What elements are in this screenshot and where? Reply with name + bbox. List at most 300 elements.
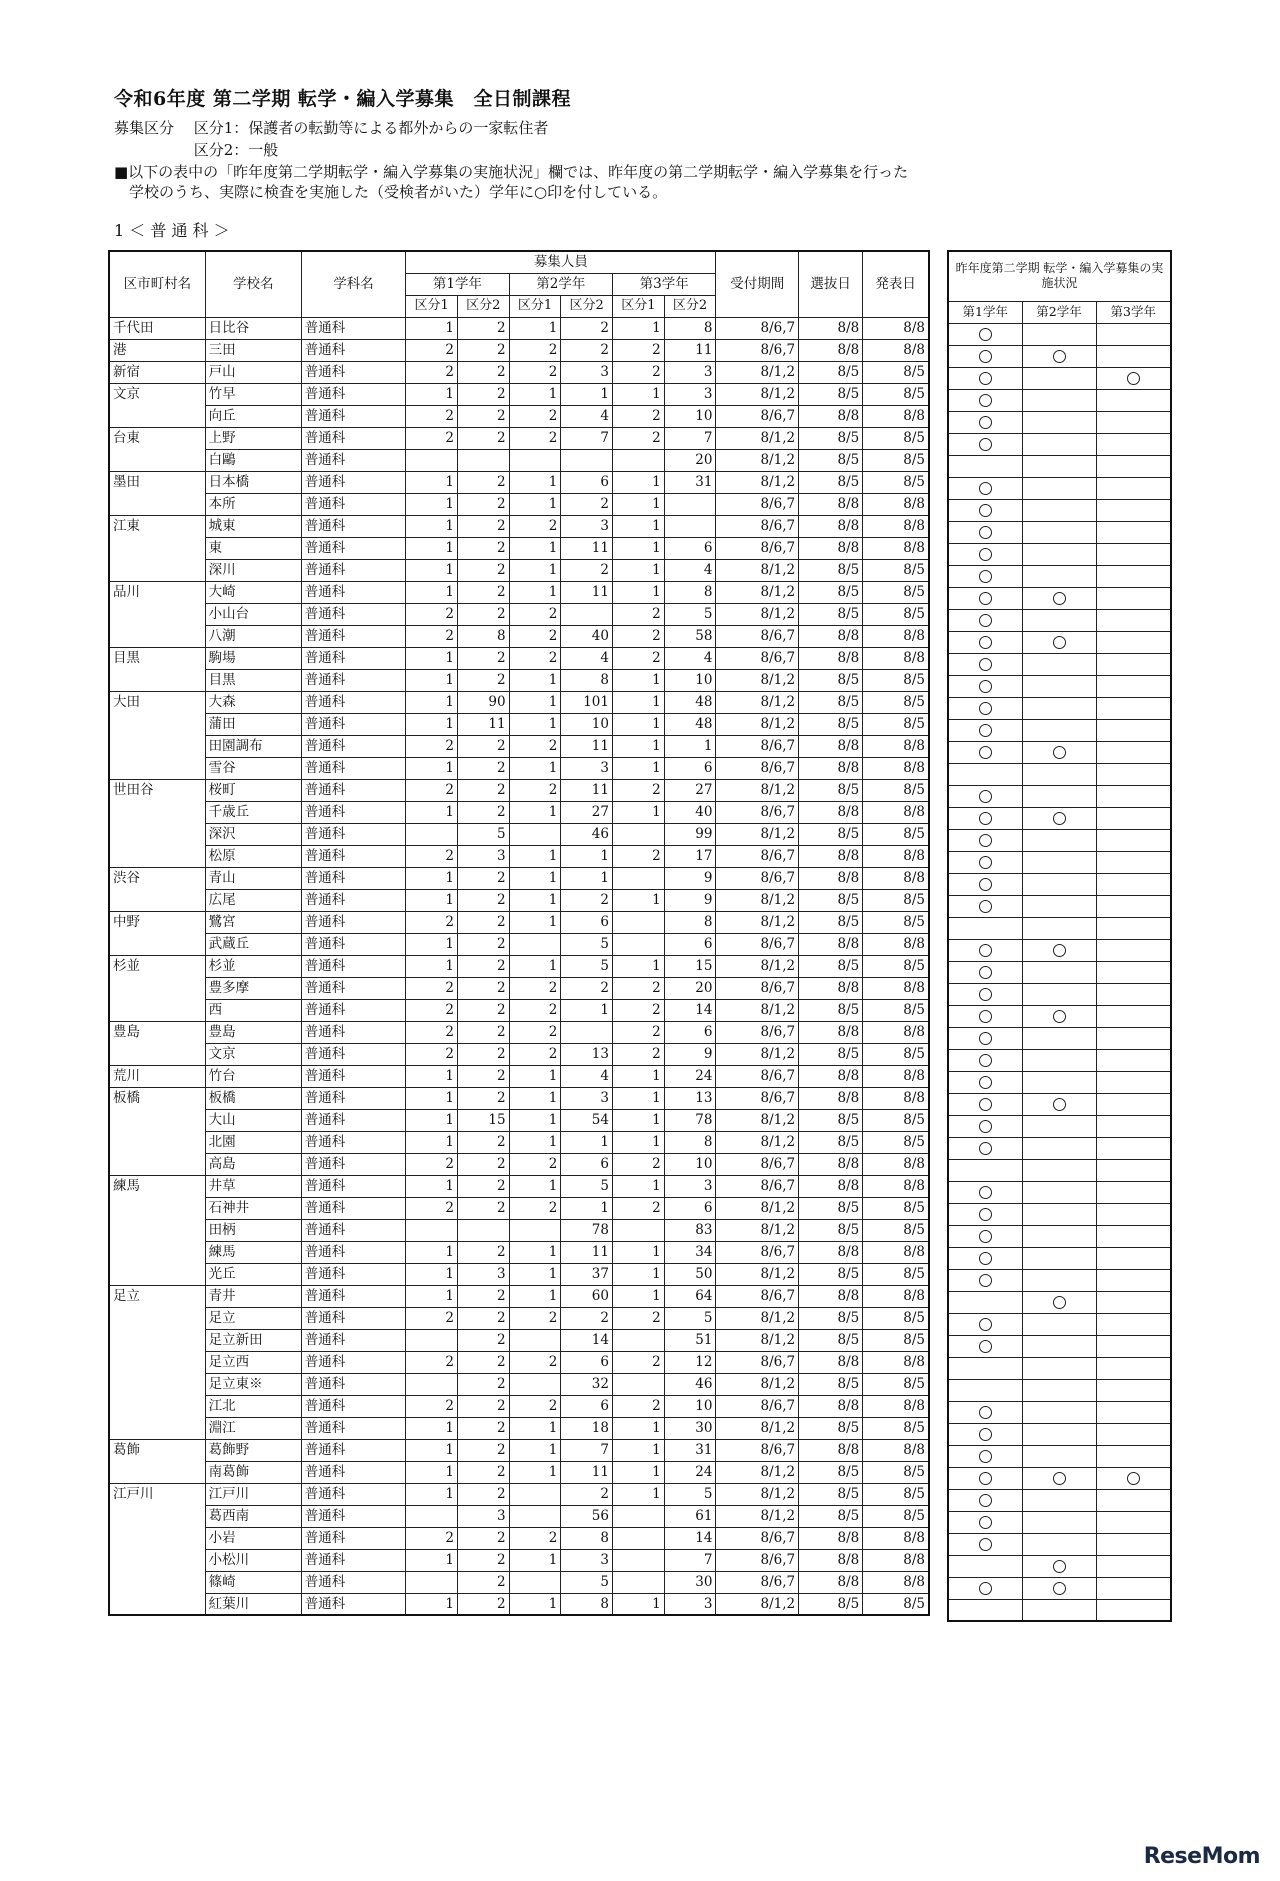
period-value: 8/6,7 (716, 1549, 799, 1571)
circle-mark-icon (979, 1450, 992, 1463)
capacity-value: 2 (457, 1395, 509, 1417)
prev-grade-cell (948, 1225, 1022, 1247)
capacity-value: 11 (664, 339, 716, 361)
capacity-value: 1 (406, 1087, 458, 1109)
period-value: 8/1,2 (716, 559, 799, 581)
capacity-value: 2 (612, 361, 664, 383)
capacity-value: 1 (509, 845, 561, 867)
capacity-value: 6 (664, 757, 716, 779)
capacity-value (561, 449, 613, 471)
capacity-value: 1 (509, 1461, 561, 1483)
capacity-value: 7 (664, 427, 716, 449)
prev-grade-cell (1022, 917, 1096, 939)
school-name: 南葛飾 (205, 1461, 301, 1483)
selection-date: 8/5 (799, 1043, 863, 1065)
selection-date: 8/8 (799, 933, 863, 955)
period-value: 8/6,7 (716, 867, 799, 889)
capacity-value: 1 (612, 559, 664, 581)
announce-date: 8/5 (863, 669, 929, 691)
period-value: 8/1,2 (716, 1197, 799, 1219)
prev-table-row (948, 565, 1171, 587)
capacity-value: 4 (664, 647, 716, 669)
announce-date: 8/8 (863, 1439, 929, 1461)
school-name: 紅葉川 (205, 1593, 301, 1615)
dept-name: 普通科 (301, 1417, 405, 1439)
capacity-value: 2 (457, 361, 509, 383)
announce-date: 8/5 (863, 889, 929, 911)
district-cell (109, 757, 205, 779)
capacity-value: 11 (561, 537, 613, 559)
capacity-value: 2 (612, 427, 664, 449)
prev-grade-cell (1096, 1313, 1171, 1335)
announce-date: 8/5 (863, 1593, 929, 1615)
circle-mark-icon (1053, 1582, 1066, 1595)
school-name: 桜町 (205, 779, 301, 801)
capacity-value: 14 (561, 1329, 613, 1351)
dept-name: 普通科 (301, 1153, 405, 1175)
announce-date: 8/8 (863, 1241, 929, 1263)
table-row (109, 1307, 929, 1329)
dept-name: 普通科 (301, 559, 405, 581)
capacity-value: 2 (457, 1439, 509, 1461)
prev-grade-cell (1096, 1489, 1171, 1511)
circle-mark-icon (979, 1406, 992, 1419)
capacity-value: 2 (561, 317, 613, 339)
capacity-value: 2 (457, 581, 509, 603)
info-line-4: 学校のうち、実際に検査を実施した（受検者がいた）学年に○印を付している。 (114, 183, 668, 201)
circle-mark-icon (979, 1208, 992, 1221)
capacity-value: 101 (561, 691, 613, 713)
dept-name: 普通科 (301, 1439, 405, 1461)
capacity-value: 24 (664, 1065, 716, 1087)
capacity-value: 10 (664, 669, 716, 691)
table-row (109, 493, 929, 515)
table-row (109, 625, 929, 647)
capacity-value: 1 (406, 1109, 458, 1131)
district-cell: 台東 (109, 427, 205, 449)
capacity-value: 1 (406, 889, 458, 911)
capacity-value: 2 (457, 1131, 509, 1153)
prev-grade-cell (1096, 1423, 1171, 1445)
table-row (109, 1241, 929, 1263)
capacity-value: 2 (457, 647, 509, 669)
school-name: 白鷗 (205, 449, 301, 471)
selection-date: 8/5 (799, 1461, 863, 1483)
district-cell: 渋谷 (109, 867, 205, 889)
prev-table-row (948, 367, 1171, 389)
capacity-value: 1 (509, 1131, 561, 1153)
capacity-value (406, 1329, 458, 1351)
district-cell (109, 1417, 205, 1439)
circle-mark-icon (1053, 1560, 1066, 1573)
announce-date: 8/5 (863, 1505, 929, 1527)
announce-date: 8/8 (863, 1571, 929, 1593)
capacity-value: 14 (664, 999, 716, 1021)
school-name: 深川 (205, 559, 301, 581)
period-value: 8/1,2 (716, 1417, 799, 1439)
capacity-value: 1 (406, 559, 458, 581)
capacity-value: 2 (457, 977, 509, 999)
period-value: 8/6,7 (716, 1241, 799, 1263)
capacity-value: 8 (561, 1593, 613, 1615)
circle-mark-icon (979, 1032, 992, 1045)
capacity-value: 48 (664, 691, 716, 713)
circle-mark-icon (979, 1054, 992, 1067)
table-row (109, 1263, 929, 1285)
school-name: 目黒 (205, 669, 301, 691)
dept-name: 普通科 (301, 625, 405, 647)
circle-mark-icon (979, 856, 992, 869)
school-name: 駒場 (205, 647, 301, 669)
announce-date: 8/5 (863, 383, 929, 405)
capacity-value: 2 (457, 1241, 509, 1263)
table-row (109, 1571, 929, 1593)
prev-table-row (948, 1489, 1171, 1511)
capacity-value: 2 (561, 493, 613, 515)
capacity-value: 2 (509, 1153, 561, 1175)
period-value: 8/6,7 (716, 735, 799, 757)
selection-date: 8/5 (799, 779, 863, 801)
capacity-value (509, 933, 561, 955)
prev-grade-cell (1022, 763, 1096, 785)
prev-grade-cell (1022, 1489, 1096, 1511)
school-name: 北園 (205, 1131, 301, 1153)
capacity-value: 1 (406, 1417, 458, 1439)
capacity-value: 2 (457, 1461, 509, 1483)
circle-mark-icon (979, 878, 992, 891)
capacity-value: 5 (561, 933, 613, 955)
capacity-value: 1 (509, 1175, 561, 1197)
capacity-value: 32 (561, 1373, 613, 1395)
announce-date: 8/8 (863, 1175, 929, 1197)
capacity-value: 2 (406, 999, 458, 1021)
announce-date: 8/8 (863, 735, 929, 757)
capacity-value: 2 (457, 383, 509, 405)
prev-grade-cell (948, 1599, 1022, 1621)
dept-name: 普通科 (301, 933, 405, 955)
capacity-value: 1 (561, 1131, 613, 1153)
circle-mark-icon (979, 834, 992, 847)
circle-mark-icon (979, 702, 992, 715)
prev-grade-cell (948, 455, 1022, 477)
capacity-value: 4 (561, 405, 613, 427)
table-row (109, 1461, 929, 1483)
capacity-value: 2 (561, 1483, 613, 1505)
selection-date: 8/5 (799, 361, 863, 383)
table-row (109, 1483, 929, 1505)
header-kubun-2: 区分2 (664, 295, 716, 317)
district-cell (109, 845, 205, 867)
period-value: 8/6,7 (716, 1175, 799, 1197)
prev-table-row (948, 433, 1171, 455)
announce-date: 8/5 (863, 449, 929, 471)
capacity-value: 17 (664, 845, 716, 867)
school-name: 日本橋 (205, 471, 301, 493)
table-row (109, 1153, 929, 1175)
prev-grade-cell (948, 1511, 1022, 1533)
capacity-value (406, 1373, 458, 1395)
prev-grade-cell (1022, 983, 1096, 1005)
circle-mark-icon (979, 1472, 992, 1485)
prev-grade-cell (1096, 1269, 1171, 1291)
capacity-value: 9 (664, 1043, 716, 1065)
capacity-value: 2 (457, 1087, 509, 1109)
prev-grade-cell (1096, 565, 1171, 587)
period-value: 8/6,7 (716, 317, 799, 339)
dept-name: 普通科 (301, 1483, 405, 1505)
prev-grade-cell (1022, 829, 1096, 851)
selection-date: 8/5 (799, 471, 863, 493)
prev-table-row (948, 873, 1171, 895)
circle-mark-icon (979, 944, 992, 957)
capacity-value: 2 (457, 317, 509, 339)
selection-date: 8/8 (799, 1439, 863, 1461)
prev-grade-cell (1096, 829, 1171, 851)
capacity-value: 1 (561, 867, 613, 889)
capacity-value: 1 (509, 493, 561, 515)
circle-mark-icon (979, 548, 992, 561)
prev-table-row (948, 1225, 1171, 1247)
capacity-value: 2 (612, 603, 664, 625)
capacity-value (509, 823, 561, 845)
info-line-2: 区分2：一般 (114, 141, 279, 159)
prev-header-row-1 (948, 251, 1171, 301)
table-row (109, 889, 929, 911)
capacity-value: 56 (561, 1505, 613, 1527)
school-name: 豊多摩 (205, 977, 301, 999)
school-name: 光丘 (205, 1263, 301, 1285)
prev-grade-cell (948, 719, 1022, 741)
prev-table-row (948, 675, 1171, 697)
capacity-value: 2 (612, 625, 664, 647)
capacity-value: 20 (664, 449, 716, 471)
selection-date: 8/8 (799, 625, 863, 647)
prev-grade-cell (948, 785, 1022, 807)
capacity-value (406, 449, 458, 471)
capacity-value (612, 1549, 664, 1571)
district-cell: 中野 (109, 911, 205, 933)
capacity-value (406, 1219, 458, 1241)
prev-grade-cell (1096, 1049, 1171, 1071)
district-cell (109, 1395, 205, 1417)
prev-table-row (948, 1577, 1171, 1599)
capacity-value: 2 (509, 405, 561, 427)
prev-grade-cell (1096, 807, 1171, 829)
period-value: 8/1,2 (716, 1131, 799, 1153)
prev-table-row (948, 521, 1171, 543)
dept-name: 普通科 (301, 1241, 405, 1263)
circle-mark-icon (1127, 372, 1140, 385)
school-name: 青山 (205, 867, 301, 889)
circle-mark-icon (979, 394, 992, 407)
announce-date: 8/8 (863, 1527, 929, 1549)
district-cell (109, 669, 205, 691)
circle-mark-icon (1053, 592, 1066, 605)
selection-date: 8/8 (799, 977, 863, 999)
capacity-value: 3 (561, 757, 613, 779)
prev-grade-cell (1022, 697, 1096, 719)
school-name: 雪谷 (205, 757, 301, 779)
capacity-value: 2 (457, 1527, 509, 1549)
dept-name: 普通科 (301, 1175, 405, 1197)
prev-grade-cell (948, 1159, 1022, 1181)
capacity-value: 2 (509, 361, 561, 383)
capacity-value: 2 (457, 493, 509, 515)
header-period: 受付期間 (716, 251, 799, 317)
district-cell (109, 1329, 205, 1351)
table-row (109, 1439, 929, 1461)
capacity-value: 2 (509, 603, 561, 625)
capacity-value: 3 (561, 515, 613, 537)
circle-mark-icon (979, 1318, 992, 1331)
capacity-value: 2 (406, 845, 458, 867)
prev-grade-cell (1096, 1467, 1171, 1489)
announce-date: 8/5 (863, 361, 929, 383)
announce-date: 8/5 (863, 1197, 929, 1219)
capacity-value: 1 (509, 1065, 561, 1087)
announce-date: 8/8 (863, 317, 929, 339)
prev-table-row (948, 389, 1171, 411)
capacity-value: 8 (561, 669, 613, 691)
prev-table-row (948, 895, 1171, 917)
capacity-value: 1 (612, 1109, 664, 1131)
capacity-value: 1 (509, 559, 561, 581)
capacity-value (612, 911, 664, 933)
capacity-value: 2 (457, 603, 509, 625)
selection-date: 8/8 (799, 1285, 863, 1307)
dept-name: 普通科 (301, 713, 405, 735)
capacity-value: 1 (406, 647, 458, 669)
capacity-value: 3 (561, 361, 613, 383)
capacity-value: 27 (664, 779, 716, 801)
district-cell: 江東 (109, 515, 205, 537)
prev-grade-cell (1022, 851, 1096, 873)
prev-grade-cell (1096, 1291, 1171, 1313)
district-cell: 荒川 (109, 1065, 205, 1087)
dept-name: 普通科 (301, 1395, 405, 1417)
dept-name: 普通科 (301, 1285, 405, 1307)
period-value: 8/6,7 (716, 1439, 799, 1461)
capacity-value: 1 (406, 515, 458, 537)
capacity-value (457, 1219, 509, 1241)
capacity-value: 11 (457, 713, 509, 735)
prev-grade-cell (1096, 653, 1171, 675)
prev-grade-cell (948, 1203, 1022, 1225)
capacity-value: 1 (612, 691, 664, 713)
selection-date: 8/8 (799, 1065, 863, 1087)
selection-date: 8/8 (799, 537, 863, 559)
period-value: 8/1,2 (716, 1461, 799, 1483)
announce-date: 8/5 (863, 691, 929, 713)
capacity-value (664, 493, 716, 515)
table-row (109, 1065, 929, 1087)
capacity-value: 1 (509, 1417, 561, 1439)
capacity-value: 1 (406, 493, 458, 515)
capacity-value: 64 (664, 1285, 716, 1307)
period-value: 8/1,2 (716, 1373, 799, 1395)
capacity-value: 11 (561, 735, 613, 757)
district-cell (109, 999, 205, 1021)
selection-date: 8/5 (799, 427, 863, 449)
header-kubun-2: 区分2 (561, 295, 613, 317)
selection-date: 8/8 (799, 1549, 863, 1571)
prev-grade-cell (1022, 1335, 1096, 1357)
capacity-value: 2 (457, 1483, 509, 1505)
capacity-value (612, 1329, 664, 1351)
dept-name: 普通科 (301, 889, 405, 911)
district-cell (109, 1373, 205, 1395)
district-cell (109, 1527, 205, 1549)
circle-mark-icon (1053, 1472, 1066, 1485)
capacity-value: 2 (612, 339, 664, 361)
capacity-value: 2 (457, 867, 509, 889)
prev-grade-cell (1022, 1027, 1096, 1049)
school-name: 足立東※ (205, 1373, 301, 1395)
prev-header-row-2 (948, 301, 1171, 323)
capacity-value: 2 (612, 779, 664, 801)
selection-date: 8/5 (799, 559, 863, 581)
prev-table-row (948, 741, 1171, 763)
capacity-value: 1 (612, 1263, 664, 1285)
school-name: 板橋 (205, 1087, 301, 1109)
circle-mark-icon (1053, 944, 1066, 957)
capacity-value: 2 (561, 559, 613, 581)
prev-grade-cell (1096, 1027, 1171, 1049)
capacity-value: 2 (612, 1043, 664, 1065)
capacity-value: 2 (457, 427, 509, 449)
prev-grade-cell (1096, 851, 1171, 873)
table-row (109, 1417, 929, 1439)
school-name: 三田 (205, 339, 301, 361)
capacity-value: 1 (406, 383, 458, 405)
circle-mark-icon (979, 350, 992, 363)
capacity-value: 1 (406, 757, 458, 779)
dept-name: 普通科 (301, 317, 405, 339)
school-name: 武蔵丘 (205, 933, 301, 955)
capacity-value: 5 (664, 603, 716, 625)
capacity-value (612, 1571, 664, 1593)
capacity-value: 1 (509, 889, 561, 911)
selection-date: 8/8 (799, 317, 863, 339)
announce-date: 8/8 (863, 515, 929, 537)
circle-mark-icon (979, 614, 992, 627)
capacity-value: 1 (612, 801, 664, 823)
circle-mark-icon (979, 1494, 992, 1507)
prev-table-row (948, 1379, 1171, 1401)
capacity-value (612, 867, 664, 889)
district-cell (109, 537, 205, 559)
district-cell: 新宿 (109, 361, 205, 383)
district-cell (109, 1219, 205, 1241)
period-value: 8/1,2 (716, 471, 799, 493)
table-row (109, 383, 929, 405)
prev-grade-cell (948, 1335, 1022, 1357)
prev-grade-cell (948, 499, 1022, 521)
school-name: 鷺宮 (205, 911, 301, 933)
prev-grade-cell (1096, 961, 1171, 983)
prev-table-row (948, 697, 1171, 719)
announce-date: 8/8 (863, 867, 929, 889)
capacity-value: 2 (457, 1021, 509, 1043)
announce-date: 8/8 (863, 339, 929, 361)
table-row (109, 581, 929, 603)
table-row (109, 801, 929, 823)
selection-date: 8/5 (799, 1219, 863, 1241)
district-cell: 足立 (109, 1285, 205, 1307)
capacity-value: 3 (457, 1263, 509, 1285)
announce-date: 8/5 (863, 999, 929, 1021)
prev-grade-cell (1096, 873, 1171, 895)
